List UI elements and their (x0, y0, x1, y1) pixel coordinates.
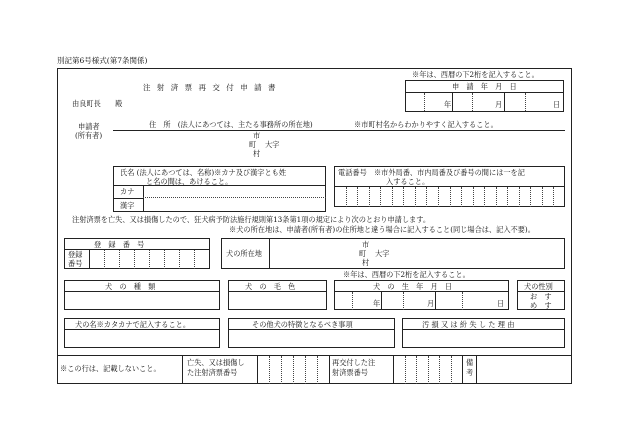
dog-birth-input[interactable] (335, 292, 508, 309)
kanji-label: 漢字 (120, 201, 135, 210)
sex-female-option[interactable]: め す (530, 301, 552, 310)
reissued-tag-label: 再交付した注 (332, 358, 376, 367)
dog-birth-label: 犬 の 生 年 月 日 (373, 282, 453, 291)
dog-color-label: 犬 の 毛 色 (245, 282, 296, 291)
address-note: ※市町村名からわかりやすく記入すること。 (354, 120, 498, 129)
dog-name-label: 犬の名※カタカナで記入すること。 (75, 320, 191, 329)
registration-number-input[interactable] (90, 250, 209, 268)
kanji-input[interactable] (144, 199, 325, 211)
digit-cell-divider (428, 356, 429, 384)
village-mark: 村 (253, 149, 261, 158)
kana-input[interactable] (144, 186, 325, 197)
registration-header: 登 録 番 号 (94, 240, 145, 249)
dog-features-input[interactable] (229, 330, 394, 347)
form-title: 注 射 済 票 再 交 付 申 請 書 (143, 83, 278, 92)
dog-location-label: 犬の所在地 (226, 249, 262, 258)
dog-features-label: その他犬の特徴となるべき事項 (252, 320, 353, 329)
application-date-input[interactable] (405, 93, 564, 112)
digit-cell-divider (281, 356, 282, 384)
digit-cell-divider (305, 356, 306, 384)
dog-color-input[interactable] (229, 292, 326, 309)
application-date-label: 申 請 年 月 日 (452, 82, 517, 91)
digit-cell-divider (416, 356, 417, 384)
owner-label: (所有者) (75, 131, 103, 140)
reissued-tag-label-2: 射済票番号 (332, 368, 368, 377)
month-unit: 月 (495, 100, 503, 109)
dog-town-mark: 町 (359, 249, 367, 258)
digit-cell-divider (439, 356, 440, 384)
digit-cell-divider (293, 356, 294, 384)
registration-label-2: 番号 (68, 259, 83, 268)
office-use-note: ※この行は、記載しないこと。 (60, 364, 161, 373)
town-mark: 町 (249, 140, 257, 149)
digit-cell-divider (405, 356, 406, 384)
lost-tag-label: 亡失、又は損傷し (187, 358, 245, 367)
aza-mark: 大字 (265, 140, 280, 149)
remarks-label-2: 考 (466, 368, 474, 377)
dog-kind-label: 犬 の 種 類 (105, 282, 156, 291)
sex-male-option[interactable]: お す (530, 292, 552, 301)
phone-label: 電話番号 ※市外局番、市内局番及び番号の間には一を記 (338, 168, 525, 177)
phone-input[interactable] (335, 187, 564, 206)
dog-name-input[interactable] (65, 330, 219, 347)
statement: 注射済票を亡失、又は損傷したので、狂犬病予防法施行規則第13条第1項の規定により次のとおり申請します。 (72, 215, 431, 224)
city-mark: 市 (253, 131, 261, 140)
applicant-label: 申請者 (78, 122, 100, 131)
dog-village-mark: 村 (362, 258, 370, 267)
digit-cell-divider (269, 356, 270, 384)
digit-cell-divider (317, 356, 318, 384)
form-number-label: 別記第6号様式(第7条関係) (57, 56, 148, 65)
kana-label: カナ (120, 187, 135, 196)
year-unit: 年 (444, 100, 452, 109)
dog-sex-label: 犬の性別 (524, 282, 553, 291)
name-label: 氏名 (法人にあつては、名称)※カナ及び漢字とも姓 (120, 168, 287, 177)
location-note: ※犬の所在地は、申請者(所有者)の住所地と違う場合に記入すること(同じ場合は、記入不要)。 (229, 225, 535, 234)
dog-aza-mark: 大字 (375, 249, 390, 258)
name-label-note: と名の間は、あけること。 (146, 177, 233, 186)
registration-label: 登録 (68, 250, 83, 259)
birth-year-unit: 年 (373, 299, 381, 308)
dog-kind-input[interactable] (65, 292, 219, 309)
remarks-label: 備 (466, 358, 474, 367)
lost-tag-label-2: た注射済票番号 (187, 368, 238, 377)
addressee: 由良町長 殿 (72, 99, 123, 108)
dog-city-mark: 市 (362, 240, 370, 249)
reason-input[interactable] (403, 330, 564, 347)
birth-month-unit: 月 (427, 299, 435, 308)
birth-day-unit: 日 (497, 299, 505, 308)
dog-location-input[interactable] (380, 239, 564, 268)
address-label: 住 所 (法人にあつては、主たる事務所の所在地) (149, 120, 313, 129)
address-input[interactable] (270, 131, 565, 159)
year-format-note-2: ※年は、西暦の下2桁を記入すること。 (343, 270, 470, 279)
reason-label: 汚 損 又 は 紛 失 し た 理 由 (422, 320, 515, 329)
phone-label-note: 入すること。 (386, 177, 430, 186)
day-unit: 日 (553, 100, 561, 109)
year-format-note: ※年は、西暦の下2桁を記入すること。 (412, 70, 539, 79)
digit-cell-divider (451, 356, 452, 384)
